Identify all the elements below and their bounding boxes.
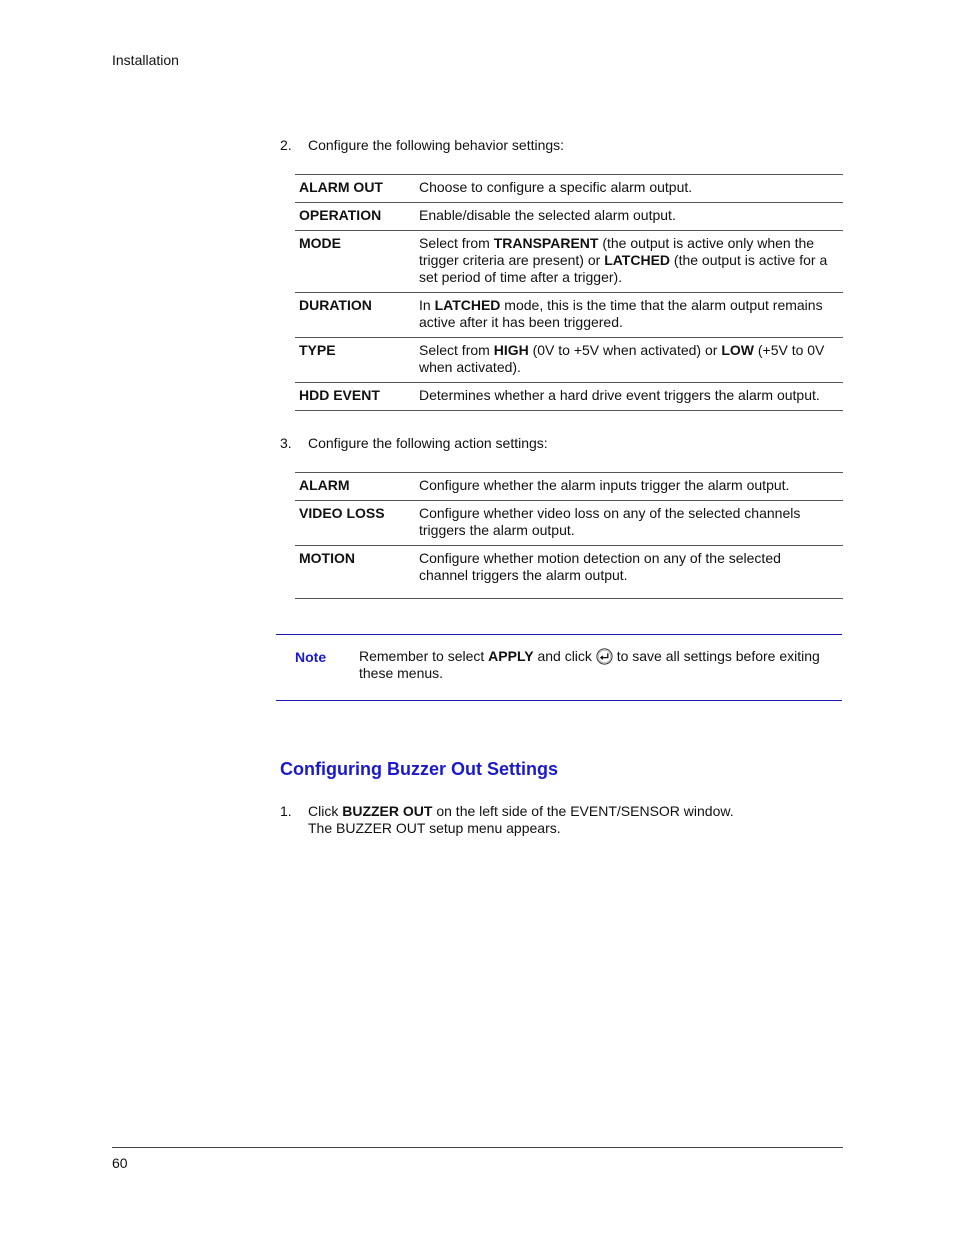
setting-name: HDD EVENT [295,383,415,411]
setting-name: TYPE [295,338,415,383]
setting-name: MOTION [295,546,415,599]
setting-description: Select from TRANSPARENT (the output is active only when the trigger criteria are present) or LATCHED (the output is active for a set period of time after a trigger). [415,231,843,293]
running-header: Installation [112,52,179,68]
buzzer-out-label: BUZZER OUT [342,803,433,819]
step-text: Configure the following action settings: [308,435,548,451]
note-text: and click [533,648,596,664]
footer-rule [112,1147,843,1148]
setting-name: VIDEO LOSS [295,501,415,546]
table-row [295,383,843,411]
section-heading: Configuring Buzzer Out Settings [280,759,558,779]
enter-icon [596,648,613,665]
table-row [295,203,843,231]
step-number: 2. [280,137,292,153]
table-row [295,473,843,501]
setting-description: Configure whether video loss on any of the selected channels triggers the alarm output. [415,501,843,546]
step-text: Configure the following behavior settings: [308,137,565,153]
setting-description: Configure whether the alarm inputs trigger the alarm output. [415,473,843,501]
note-label: Note [295,649,327,665]
note-box [276,634,842,701]
setting-description: Choose to configure a specific alarm output. [415,175,843,203]
setting-description: Determines whether a hard drive event triggers the alarm output. [415,383,843,411]
step-number: 1. [280,803,292,819]
table-row [295,293,843,338]
note-body [359,648,834,682]
table-row [295,231,843,293]
action-settings-table [295,472,843,599]
setting-name: DURATION [295,293,415,338]
setting-name: ALARM OUT [295,175,415,203]
note-apply: APPLY [488,648,534,664]
setting-description: In LATCHED mode, this is the time that the alarm output remains active after it has been triggered. [415,293,843,338]
step-result: The BUZZER OUT setup menu appears. [308,820,561,836]
step-text: Click BUZZER OUT on the left side of the EVENT/SENSOR window. The BUZZER OUT setup menu appears. [308,803,734,836]
note-text: to save all settings before exiting these menus. [359,648,820,681]
step-number: 3. [280,435,292,451]
table-row [295,175,843,203]
setting-description: Configure whether motion detection on any of the selected channel triggers the alarm output. [415,546,843,599]
page-number: 60 [112,1155,128,1171]
setting-description: Select from HIGH (0V to +5V when activated) or LOW (+5V to 0V when activated). [415,338,843,383]
setting-name: ALARM [295,473,415,501]
table-row [295,501,843,546]
setting-description: Enable/disable the selected alarm output. [415,203,843,231]
setting-name: OPERATION [295,203,415,231]
behavior-settings-table [295,174,843,411]
table-row [295,338,843,383]
table-row [295,546,843,599]
note-text: Remember to select [359,648,489,664]
setting-name: MODE [295,231,415,293]
